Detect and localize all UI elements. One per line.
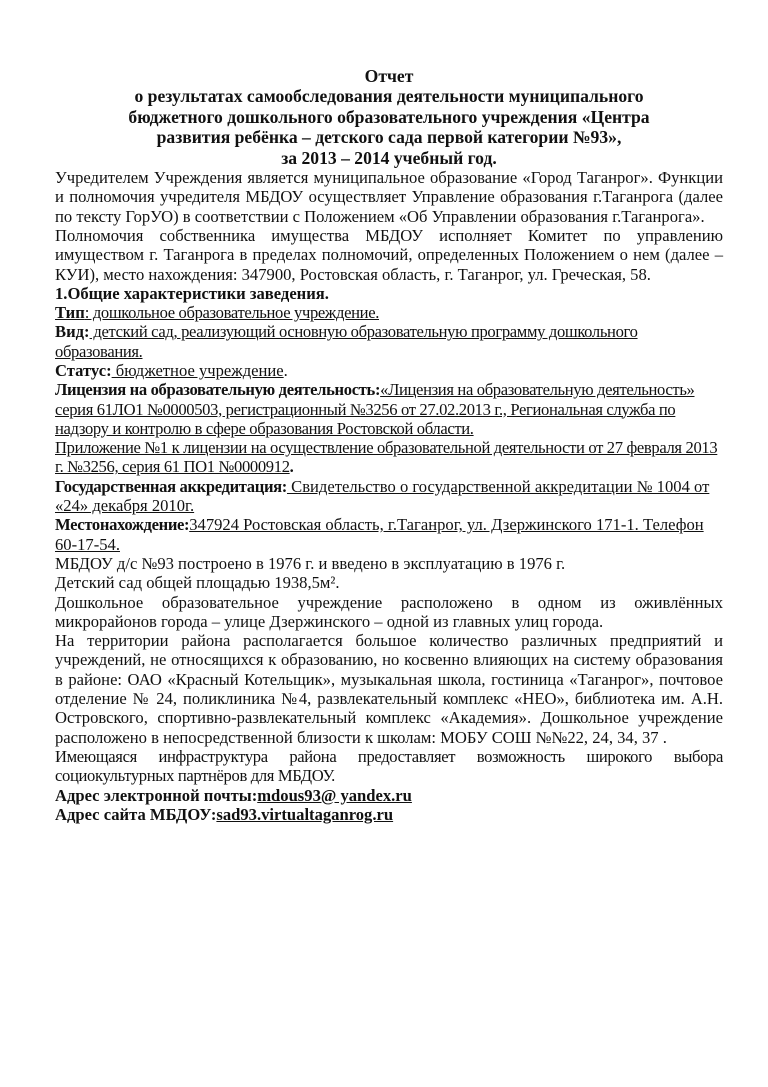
license-label: Лицензия на образовательную деятельность:: [55, 380, 381, 400]
email-line: [55, 786, 723, 805]
infrastructure-paragraph: Имеющаяся инфраструктура района предоставляет возможность широкого выбора социокультурных партнёров для МБДОУ.: [55, 746, 723, 786]
status-value: бюджетное учреждение: [111, 361, 284, 380]
appendix-line: [55, 438, 723, 477]
appendix-end: .: [289, 457, 294, 477]
type-line: [55, 303, 723, 322]
type-value: : дошкольное образовательное учреждение.: [84, 303, 380, 323]
section-heading-text: 1.Общие характеристики заведения.: [55, 283, 329, 303]
appendix-value: Приложение №1 к лицензии на осуществление образовательной деятельности от 27 февраля 2013 г. №3256, серия 61 ПО1 №0000912: [55, 438, 718, 477]
title-line: о результатах самообследования деятельности муниципального: [134, 86, 644, 107]
kind-label: Вид:: [55, 322, 90, 342]
area-line: Детский сад общей площадью 1938,5м².: [55, 573, 340, 593]
email-link[interactable]: mdous93@ yandex.ru: [257, 785, 412, 805]
document-page: [55, 66, 723, 824]
location-label: Местонахождение:: [55, 515, 190, 535]
title-line: Отчет: [364, 66, 414, 86]
territory-paragraph: На территории района располагается большое количество различных предприятий и учреждений, не относящихся к образованию, но косвенно влияющих на систему образования в районе: ОАО «Красный Котельщик», музыкальная школа, гостиница «Таганрог», почтовое отделение № 24, поликлиника №4, развлекательный комплекс «НЕО», библиотека им. А.Н. Островского, спортивно-развлекательный комплекс «Академия». Дошкольное учреждение расположено в непосредственной близости к школам: МОБУ СОШ №№22, 24, 34, 37 .: [55, 631, 723, 747]
owner-paragraph: Полномочия собственника имущества МБДОУ исполняет Комитет по управлению имуществом г. Таганрога в пределах полномочий, определенных Положением о нем (далее – КУИ), место нахождения: 347900, Ростовская область, г. Таганрог, ул. Греческая, 58.: [55, 225, 723, 284]
site-label: Адрес сайта МБДОУ:: [55, 804, 217, 824]
accreditation-value: Свидетельство о государственной аккредитации № 1004 от «24» декабря 2010г.: [55, 476, 710, 516]
license-value: «Лицензия на образовательную деятельность» серия 61ЛО1 №0000503, регистрационный №3256 от 27.02.2013 г., Региональная служба по надзору и контролю в сфере образования Ростовской области.: [55, 380, 695, 438]
district-paragraph: Дошкольное образовательное учреждение расположено в одном из оживлённых микрорайонов города – улице Дзержинского – одной из главных улиц города.: [55, 592, 723, 631]
report-title: [55, 66, 723, 168]
title-line: бюджетного дошкольного образовательного учреждения «Центра: [128, 106, 650, 127]
built-line: МБДОУ д/с №93 построено в 1976 г. и введено в эксплуатацию в 1976 г.: [55, 553, 566, 573]
kind-line: [55, 322, 723, 361]
title-line: за 2013 – 2014 учебный год.: [281, 147, 497, 168]
status-label: Статус:: [55, 361, 112, 380]
status-end: .: [283, 361, 288, 380]
title-line: развития ребёнка – детского сада первой категории №93»,: [156, 127, 622, 148]
founder-paragraph: Учредителем Учреждения является муниципальное образование «Город Таганрог». Функции и полномочия учредителя МБДОУ осуществляет Управление образования г.Таганрога (далее по тексту ГорУО) в соответствии с Положением «Об Управлении образования г.Таганрога».: [55, 168, 723, 226]
location-value: 347924 Ростовская область, г.Таганрог, ул. Дзержинского 171-1. Телефон 60-17-54.: [55, 515, 704, 554]
email-label: Адрес электронной почты:: [55, 785, 258, 805]
status-line: [55, 361, 723, 380]
section-heading: [55, 284, 723, 303]
site-link[interactable]: sad93.virtualtaganrog.ru: [216, 804, 394, 824]
accreditation-label: Государственная аккредитация:: [55, 476, 287, 496]
site-line: [55, 805, 723, 824]
accreditation-line: [55, 477, 723, 516]
kind-value: детский сад, реализующий основную образовательную программу дошкольного образования.: [55, 322, 638, 361]
location-line: [55, 515, 723, 554]
type-label: Тип: [55, 303, 85, 323]
license-line: [55, 380, 723, 438]
